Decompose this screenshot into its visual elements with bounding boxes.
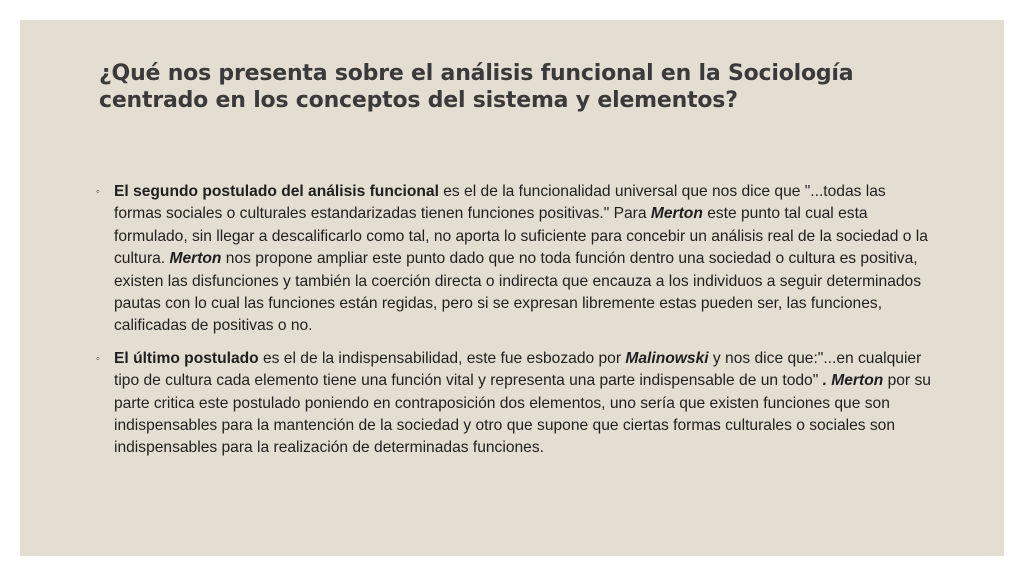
- bullet-text: y nos dice que:"...en cualquier tipo de cultura cada elemento tiene una función vital y representa una parte indispensable de un todo": [114, 349, 922, 390]
- bullet-bold-lead: El segundo postulado del análisis funcional: [114, 183, 439, 200]
- bullet-text: este punto tal cual esta formulado, sin llegar a descalificarlo como tal, no aporta lo suficiente para concebir un análisis real de la sociedad o la cultura.: [114, 205, 928, 268]
- slide: [20, 20, 1004, 556]
- slide-title: ¿Qué nos presenta sobre el análisis funcional en la Sociología centrado en los conceptos del sistema y elementos?: [99, 61, 854, 113]
- bullet-circle-icon: ◦: [96, 186, 100, 198]
- author-name: . Merton: [822, 372, 884, 390]
- bullet-circle-icon: ◦: [96, 352, 100, 365]
- author-name: Malinowski: [625, 349, 709, 367]
- bullet-item: [96, 348, 936, 460]
- bullet-text: es el de la indispensabilidad, este fue esbozado por: [258, 349, 626, 367]
- author-name: Merton: [169, 250, 222, 268]
- bullet-item: [96, 181, 936, 338]
- bullet-text: es el de la funcionalidad universal que nos dice que "...todas las formas sociales o culturales estandarizadas tienen funciones positivas." Para: [114, 183, 886, 223]
- bullet-text: por su parte critica este postulado poniendo en contraposición dos elementos, uno sería que existen funciones que son indispensables para la mantención de la sociedad y otro que supone que ciertas formas culturales o sociales son indispensables para la realización de determinadas funciones.: [114, 372, 931, 457]
- bullet-text: nos propone ampliar este punto dado que no toda función dentro una sociedad o cultura es positiva, existen las disfunciones y también la coerción directa o indirecta que encauza a los individuos a seguir determinados pautas con lo cual las funciones están regidas, pero si se expresan libremente estas pueden ser, las funciones, calificadas de positivas o no.: [114, 250, 922, 335]
- bullet-bold-lead: El último postulado: [114, 349, 259, 367]
- bullet-list: [96, 181, 936, 470]
- author-name: Merton: [650, 205, 703, 223]
